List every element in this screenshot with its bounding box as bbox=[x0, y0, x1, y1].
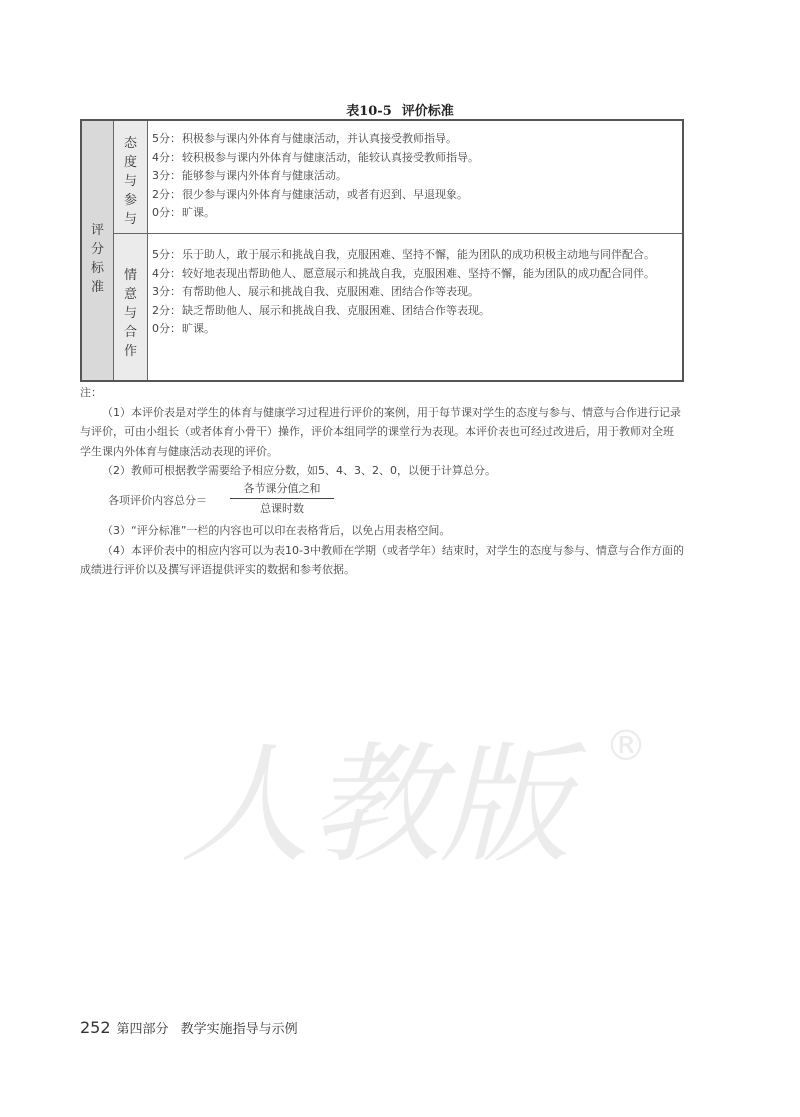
score-label: 4分： bbox=[152, 266, 181, 280]
score-label: 2分： bbox=[152, 187, 181, 201]
note-2: （2）教师可根据教学需要给予相应分数，如5、4、3、2、0，以便于计算总分。 bbox=[102, 464, 496, 477]
section-label-char: 意 bbox=[123, 287, 137, 302]
outer-label-char: 准 bbox=[90, 280, 104, 295]
outer-label-char: 标 bbox=[90, 261, 104, 276]
page-footer bbox=[80, 1018, 298, 1037]
total-score-formula bbox=[108, 480, 368, 520]
criteria-text: 积极参与课内外体育与健康活动，并认真接受教师指导。 bbox=[182, 132, 457, 145]
criteria-row bbox=[152, 265, 674, 284]
criteria-text: 较积极参与课内外体育与健康活动，能较认真接受教师指导。 bbox=[182, 150, 479, 164]
fraction-bar bbox=[230, 498, 334, 499]
criteria-text: 能够参与课内外体育与健康活动。 bbox=[182, 169, 347, 182]
section-label-char: 作 bbox=[123, 344, 137, 359]
notes-heading: 注： bbox=[80, 386, 102, 399]
criteria-row bbox=[152, 149, 674, 168]
score-label: 2分： bbox=[152, 303, 181, 317]
criteria-row bbox=[152, 130, 674, 149]
section-divider bbox=[114, 233, 682, 234]
evaluation-table bbox=[80, 119, 684, 382]
section-label-char: 情 bbox=[123, 268, 137, 283]
criteria-text: 很少参与课内外体育与健康活动，或者有迟到、早退现象。 bbox=[182, 187, 468, 201]
criteria-row bbox=[152, 186, 674, 205]
criteria-row bbox=[152, 246, 674, 265]
score-label: 3分： bbox=[152, 169, 181, 182]
score-label: 3分： bbox=[152, 285, 181, 298]
section-label-char: 度 bbox=[123, 155, 137, 170]
criteria-text: 缺乏帮助他人、展示和挑战自我、克服困难、团结合作等表现。 bbox=[182, 303, 490, 317]
score-label: 5分： bbox=[152, 132, 181, 145]
section-label-char: 与 bbox=[123, 174, 137, 189]
section-label-char: 参 bbox=[123, 193, 137, 208]
criteria-text: 乐于助人，敢于展示和挑战自我，克服困难、坚持不懈，能为团队的成功积极主动地与同伴配合。 bbox=[182, 248, 655, 261]
emotion-criteria bbox=[152, 246, 674, 339]
criteria-row bbox=[152, 283, 674, 302]
criteria-text: 旷课。 bbox=[182, 322, 215, 335]
criteria-row bbox=[152, 167, 674, 186]
section-label-char: 态 bbox=[123, 136, 137, 151]
criteria-row bbox=[152, 204, 674, 223]
formula-numerator: 各节课分值之和 bbox=[243, 482, 321, 495]
formula-lhs: 各项评价内容总分＝ bbox=[108, 494, 207, 507]
criteria-row bbox=[152, 302, 674, 321]
criteria-text: 旷课。 bbox=[182, 206, 215, 219]
section-label-emotion bbox=[114, 266, 147, 361]
section-label-char: 与 bbox=[123, 306, 137, 321]
formula-fraction bbox=[230, 480, 334, 518]
notes-continued bbox=[80, 521, 684, 580]
outer-label-char: 分 bbox=[90, 242, 104, 257]
watermark-text: 人教版 bbox=[180, 729, 571, 880]
outer-label-column bbox=[82, 121, 114, 380]
table-caption bbox=[0, 100, 800, 119]
publisher-watermark bbox=[150, 700, 670, 880]
attitude-criteria bbox=[152, 130, 674, 223]
page-number: 252 bbox=[80, 1018, 111, 1037]
score-label: 5分： bbox=[152, 248, 181, 261]
outer-label-char: 评 bbox=[90, 223, 104, 238]
formula-denominator: 总课时数 bbox=[260, 502, 304, 515]
outer-category-label bbox=[82, 221, 113, 297]
note-4: （4）本评价表中的相应内容可以为表10-3中教师在学期（或者学年）结束时，对学生的态度与参与、情意与合作方面的成绩进行评价以及撰写评语提供评实的数据和参考依据。 bbox=[80, 543, 684, 576]
score-label: 0分： bbox=[152, 206, 181, 219]
section-label-char: 与 bbox=[123, 212, 137, 227]
note-1: （1）本评价表是对学生的体育与健康学习过程进行评价的案例，用于每节课对学生的态度与参与、情意与合作进行记录与评价，可由小组长（或者体育小骨干）操作，评价本组同学的课堂行为表现。本评价表也可经过改进后，用于教师对全班学生课内外体育与健康活动表现的评价。 bbox=[80, 405, 681, 458]
note-3: （3）“评分标准”一栏的内容也可以印在表格背后，以免占用表格空间。 bbox=[102, 524, 451, 537]
table-caption-title: 评价标准 bbox=[401, 104, 454, 119]
section-title: 教学实施指导与示例 bbox=[180, 1022, 298, 1037]
registered-mark: ® bbox=[605, 721, 647, 770]
score-label: 4分： bbox=[152, 150, 181, 164]
section-label-attitude bbox=[114, 134, 147, 229]
criteria-text: 有帮助他人、展示和挑战自我、克服困难、团结合作等表现。 bbox=[182, 285, 479, 298]
section-label-char: 合 bbox=[123, 325, 137, 340]
part-label: 第四部分 bbox=[116, 1022, 169, 1037]
notes-section bbox=[80, 383, 684, 481]
table-caption-number: 表10-5 bbox=[346, 104, 392, 119]
criteria-row bbox=[152, 320, 674, 339]
score-label: 0分： bbox=[152, 322, 181, 335]
criteria-text: 较好地表现出帮助他人、愿意展示和挑战自我，克服困难、坚持不懈，能为团队的成功配合同伴。 bbox=[182, 266, 655, 280]
